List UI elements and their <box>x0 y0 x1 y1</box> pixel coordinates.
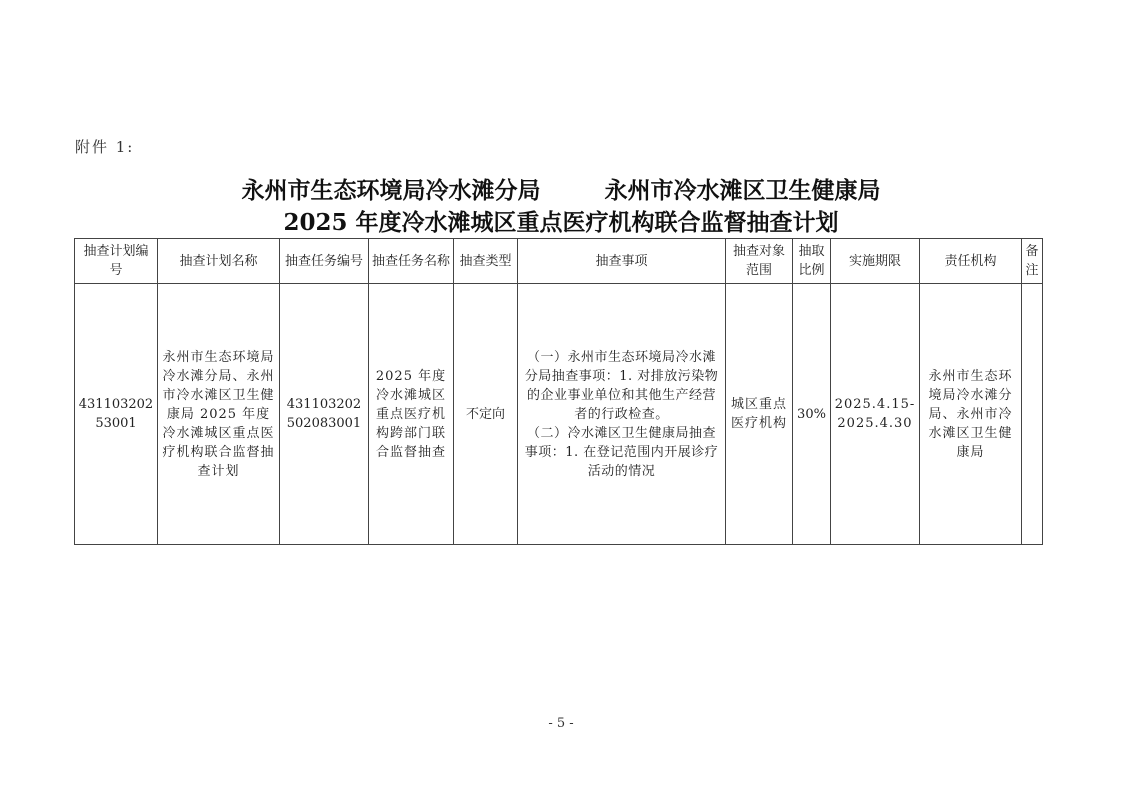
header-task-no: 抽查任务编号 <box>280 239 369 284</box>
table-header-row <box>75 239 1043 284</box>
header-ratio: 抽取比例 <box>793 239 831 284</box>
attachment-label: 附件 1: <box>75 138 135 156</box>
header-plan-name: 抽查计划名称 <box>158 239 280 284</box>
cell-remarks <box>1022 284 1043 545</box>
header-plan-no: 抽查计划编号 <box>75 239 158 284</box>
cell-type: 不定向 <box>454 284 518 545</box>
cell-agency: 永州市生态环境局冷水滩分局、永州市冷水滩区卫生健康局 <box>920 284 1022 545</box>
matters-item-2: （二）冷水滩区卫生健康局抽查事项：1. 在登记范围内开展诊疗活动的情况 <box>524 425 719 479</box>
document-title-line-2: 2025 年度冷水滩城区重点医疗机构联合监督抽查计划 <box>283 209 839 236</box>
cell-period: 2025.4.15-2025.4.30 <box>831 284 920 545</box>
header-agency: 责任机构 <box>920 239 1022 284</box>
header-task-name: 抽查任务名称 <box>369 239 454 284</box>
cell-matters <box>518 284 726 545</box>
header-type: 抽查类型 <box>454 239 518 284</box>
header-remarks: 备注 <box>1022 239 1043 284</box>
cell-plan-no: 43110320253001 <box>75 284 158 545</box>
table-row <box>75 284 1043 545</box>
document-title-line-1: 永州市生态环境局冷水滩分局 永州市冷水滩区卫生健康局 <box>241 177 881 204</box>
cell-scope: 城区重点医疗机构 <box>726 284 793 545</box>
cell-plan-name: 永州市生态环境局冷水滩分局、永州市冷水滩区卫生健康局 2025 年度冷水滩城区重点医疗机构联合监督抽查计划 <box>158 284 280 545</box>
inspection-plan-table <box>74 238 1043 545</box>
header-matters: 抽查事项 <box>518 239 726 284</box>
cell-task-name: 2025 年度冷水滩城区重点医疗机构跨部门联合监督抽查 <box>369 284 454 545</box>
header-scope: 抽查对象范围 <box>726 239 793 284</box>
cell-task-no: 431103202502083001 <box>280 284 369 545</box>
matters-item-1: （一）永州市生态环境局冷水滩分局抽查事项：1. 对排放污染物的企业事业单位和其他生产经营者的行政检查。 <box>524 349 719 422</box>
header-period: 实施期限 <box>831 239 920 284</box>
page-number: - 5 - <box>548 716 574 731</box>
cell-ratio: 30% <box>793 284 831 545</box>
